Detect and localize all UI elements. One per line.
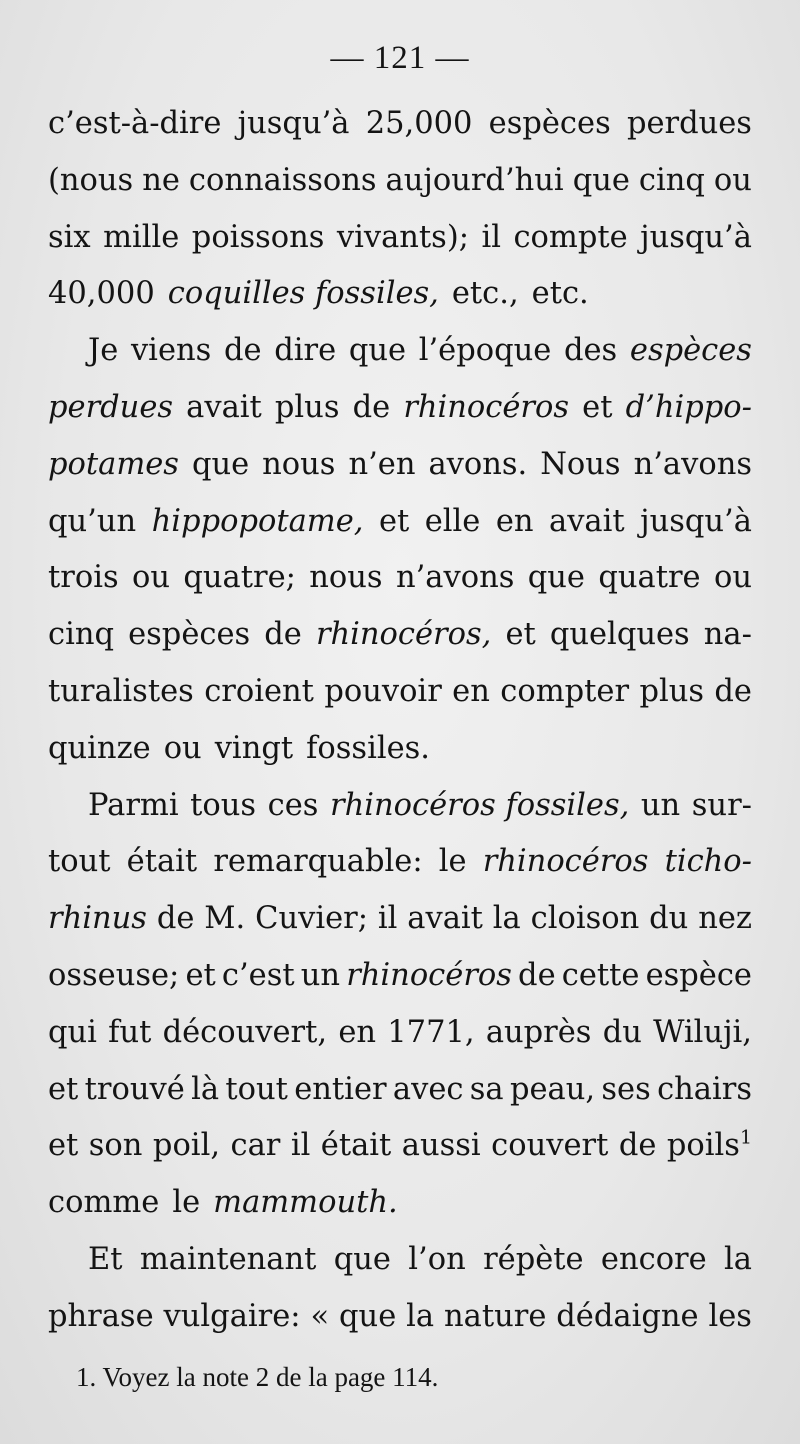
word: que (339, 1298, 397, 1334)
word: là (191, 1071, 220, 1107)
word: de (156, 901, 195, 937)
word: nous (309, 560, 383, 596)
word: encore (600, 1241, 707, 1277)
word: jusqu’à (640, 219, 752, 255)
word: et (48, 1128, 79, 1164)
word: des (563, 333, 618, 369)
word: nature (444, 1298, 547, 1334)
word: que (333, 1241, 391, 1277)
word: quinze (48, 730, 151, 766)
word: ou (131, 560, 170, 596)
text-line-19 (48, 1118, 752, 1175)
footnote: 1. Voyez la note 2 de la page 114. (76, 1362, 439, 1392)
word: avons. (428, 446, 528, 482)
italic-term: mammouth. (213, 1185, 398, 1221)
word: la (406, 1298, 435, 1334)
word: avait (186, 389, 262, 425)
text-line-6 (48, 380, 752, 437)
italic-term: coquilles fossiles, (167, 276, 439, 312)
italic-term: potames (48, 446, 179, 482)
word: nez (698, 901, 752, 937)
text-line-5 (48, 323, 752, 380)
text-line-16 (48, 948, 752, 1005)
word: etc., (451, 276, 519, 312)
word: quatre; (183, 560, 296, 596)
word: il (290, 1128, 311, 1164)
word: les (708, 1298, 752, 1334)
word: jusqu’à (237, 106, 350, 141)
word: sur- (691, 787, 752, 823)
word: osseuse; (48, 957, 180, 993)
word: ne (142, 162, 180, 198)
word: na- (703, 617, 752, 653)
word: (nous (48, 162, 134, 198)
word: 40,000 (48, 276, 155, 312)
italic-term: d’hippo- (625, 389, 752, 425)
word: n’en (348, 446, 416, 482)
page-number: — 121 — (330, 40, 470, 76)
word: espèces (488, 106, 611, 141)
word: il (377, 901, 398, 937)
word: du (649, 901, 689, 937)
word: Wiluji, (653, 1014, 752, 1050)
word: un (300, 957, 341, 993)
word: c’est-à-dire (48, 106, 222, 141)
word: le (438, 844, 467, 880)
word: la (724, 1241, 752, 1277)
word: mille (103, 219, 180, 255)
word: de (352, 389, 391, 425)
text-line-14 (48, 834, 752, 891)
italic-term: ticho- (664, 844, 752, 880)
italic-term: rhinocéros fossiles, (330, 787, 630, 823)
word: et (378, 503, 410, 539)
word: dédaigne (556, 1298, 699, 1334)
word: en (452, 673, 490, 709)
word: que (348, 333, 407, 369)
word: c’est (221, 957, 295, 993)
word: trouvé (84, 1071, 185, 1107)
text-line-13 (48, 778, 752, 835)
word: fut (108, 1014, 152, 1050)
word: et (505, 617, 536, 653)
word: ses (601, 1071, 651, 1107)
word: cinq (638, 162, 705, 198)
word: de (618, 1128, 657, 1164)
word: que (572, 162, 630, 198)
word: Cuvier; (255, 901, 368, 937)
word: avait (407, 901, 483, 937)
word: dire (274, 333, 337, 369)
italic-term: espèces (629, 333, 752, 369)
word: poils (666, 1128, 740, 1164)
word: vivants); (336, 219, 470, 255)
word: aussi (401, 1128, 481, 1164)
word: espèce (645, 957, 752, 993)
word: découvert, (162, 1014, 328, 1050)
word: et (48, 1071, 79, 1107)
text-line-18 (48, 1062, 752, 1119)
text-line-2 (48, 153, 752, 210)
word: que (191, 446, 250, 482)
word: était (126, 844, 198, 880)
word: perdues (626, 106, 752, 141)
word: que (527, 560, 585, 596)
word: connaissons (188, 162, 377, 198)
text-line-22 (48, 1289, 752, 1346)
text-line-1 (48, 96, 752, 153)
italic-term: rhinus (48, 901, 147, 937)
word: aujourd’hui (385, 162, 564, 198)
word: n’avons (633, 446, 752, 482)
italic-term: rhinocéros (346, 957, 512, 993)
word: M. (204, 901, 246, 937)
word: entier (294, 1071, 387, 1107)
word: trois (48, 560, 119, 596)
italic-term: perdues (48, 389, 174, 425)
word: le (172, 1185, 201, 1221)
text-line-9 (48, 550, 752, 607)
word: l’époque (418, 333, 552, 369)
word: en (338, 1014, 377, 1050)
word: qui (48, 1014, 97, 1050)
word: « (310, 1298, 330, 1334)
text-line-8 (48, 494, 752, 551)
word: ou (713, 560, 752, 596)
word: viens (130, 333, 212, 369)
word: de (264, 617, 302, 653)
text-line-11 (48, 664, 752, 721)
word-with-footnote-ref (667, 1118, 752, 1175)
text-line-7 (48, 437, 752, 494)
word: plus (639, 673, 705, 709)
text-line-20 (48, 1175, 752, 1232)
word: tout (225, 1071, 288, 1107)
italic-term: rhinocéros (403, 389, 570, 425)
word: elle (424, 503, 481, 539)
word: comme (48, 1185, 160, 1221)
text-line-4 (48, 266, 752, 323)
footnote-reference[interactable]: 1 (739, 1127, 752, 1149)
word: jusqu’à (640, 503, 752, 539)
word: nous (262, 446, 336, 482)
text-line-10 (48, 607, 752, 664)
word: poil, (152, 1128, 221, 1164)
word: ou (163, 730, 202, 766)
word: du (602, 1014, 642, 1050)
word: remarquable: (213, 844, 423, 880)
word: compter (500, 673, 630, 709)
word: ces (267, 787, 319, 823)
word: Nous (540, 446, 621, 482)
word: était (320, 1128, 392, 1164)
word: il (481, 219, 501, 255)
word: ou (713, 162, 752, 198)
word: six (48, 219, 91, 255)
word: cloison (530, 901, 640, 937)
text-line-21 (48, 1232, 752, 1289)
word: un (640, 787, 681, 823)
italic-term: hippopotame, (151, 503, 364, 539)
word: couvert (491, 1128, 609, 1164)
word: vulgaire: (163, 1298, 301, 1334)
word: Parmi (88, 787, 179, 823)
word: compte (513, 219, 628, 255)
word: car (230, 1128, 281, 1164)
word: quelques (549, 617, 690, 653)
word: vingt (214, 730, 294, 766)
word: l’on (408, 1241, 466, 1277)
word: cette (561, 957, 640, 993)
word: n’avons (395, 560, 515, 596)
italic-term: rhinocéros, (315, 617, 492, 653)
body-text (48, 96, 752, 1346)
word: 1771, (387, 1014, 475, 1050)
word: qu’un (48, 503, 137, 539)
word: cinq (48, 617, 115, 653)
word: en (495, 503, 534, 539)
word: Je (88, 333, 119, 369)
word: répète (483, 1241, 584, 1277)
word: de (223, 333, 262, 369)
word: pouvoir (324, 673, 442, 709)
word: croient (204, 673, 314, 709)
word: espèces (128, 617, 251, 653)
word: avec (392, 1071, 464, 1107)
word: de (714, 673, 752, 709)
word: et (582, 389, 613, 425)
word: phrase (48, 1298, 154, 1334)
word: chairs (657, 1071, 752, 1107)
word: quatre (598, 560, 701, 596)
word: sa (469, 1071, 504, 1107)
word: 25,000 (365, 106, 473, 141)
word: plus (274, 389, 340, 425)
text-line-17 (48, 1005, 752, 1062)
word: avait (549, 503, 625, 539)
word: auprès (485, 1014, 592, 1050)
word: etc. (531, 276, 589, 312)
italic-term: rhinocéros (482, 844, 649, 880)
word: tout (48, 844, 111, 880)
word: fossiles. (306, 730, 430, 766)
word: et (185, 957, 216, 993)
text-line-3 (48, 210, 752, 267)
text-line-15 (48, 891, 752, 948)
word: tous (190, 787, 257, 823)
text-line-12 (48, 721, 752, 778)
word: peau, (509, 1071, 596, 1107)
word: poissons (191, 219, 325, 255)
word: Et (88, 1241, 123, 1277)
word: de (518, 957, 556, 993)
word: la (492, 901, 521, 937)
word: son (88, 1128, 143, 1164)
word: maintenant (139, 1241, 317, 1277)
word: turalistes (48, 673, 194, 709)
